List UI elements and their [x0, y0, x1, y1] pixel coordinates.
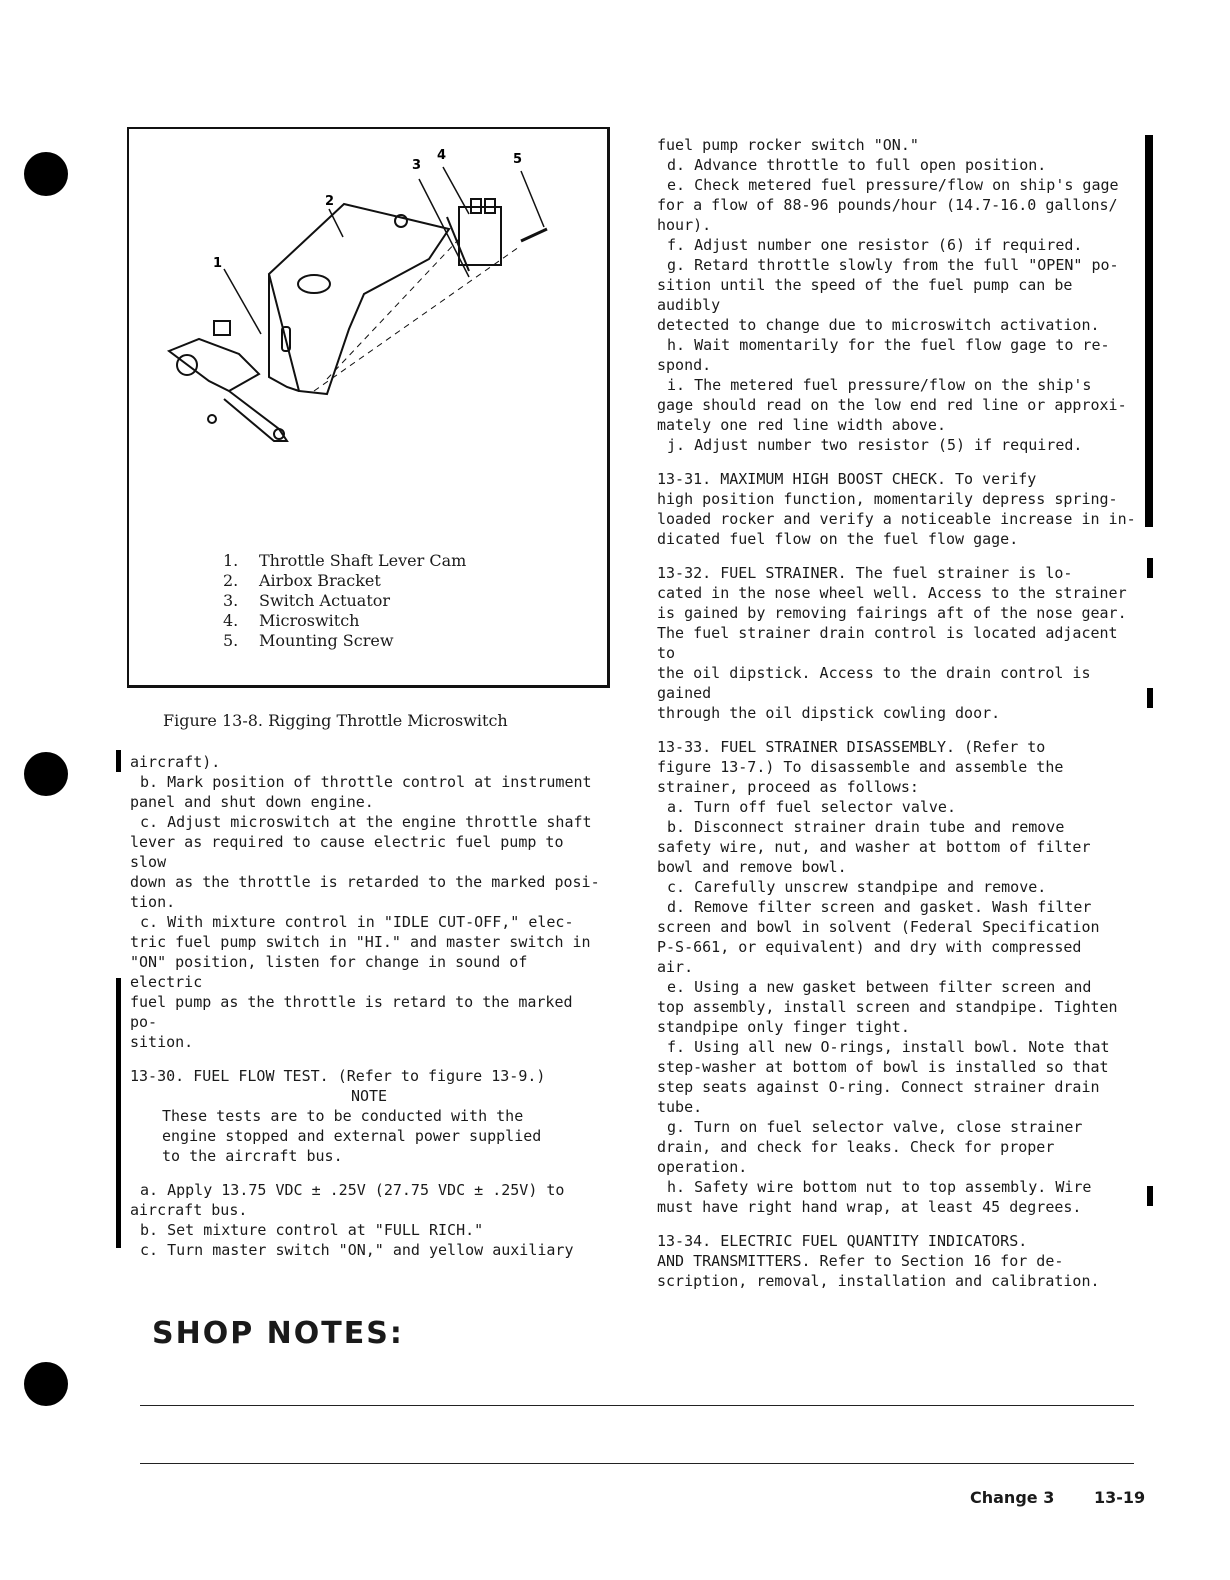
- airbox-bracket-shape: [269, 204, 449, 394]
- text-line: h. Safety wire bottom nut to top assembly. Wire: [667, 1178, 1092, 1196]
- callout-1: 1: [213, 256, 223, 271]
- section-heading-13-32: 13-32. FUEL STRAINER. The fuel strainer is lo-: [657, 564, 1073, 582]
- text-line: aircraft).: [130, 753, 221, 771]
- text-line: c. With mixture control in "IDLE CUT-OFF," elec-: [140, 913, 574, 931]
- footer-change: Change 3: [970, 1488, 1055, 1507]
- text-line: gage should read on the low end red line or approxi-: [657, 396, 1127, 414]
- section-heading-13-30: 13-30. FUEL FLOW TEST. (Refer to figure 13-9.): [130, 1067, 546, 1085]
- legend-item: 1. Throttle Shaft Lever Cam: [223, 551, 467, 570]
- text-line: safety wire, nut, and washer at bottom of filter: [657, 838, 1091, 856]
- legend-item: 3. Switch Actuator: [223, 591, 391, 610]
- text-line: tube.: [657, 1098, 703, 1116]
- text-line: step seats against O-ring. Connect strainer drain: [657, 1078, 1100, 1096]
- text-line: e. Using a new gasket between filter screen and: [667, 978, 1092, 996]
- text-line: tric fuel pump switch in "HI." and master switch in: [130, 933, 591, 951]
- text-line: hour).: [657, 216, 712, 234]
- microswitch-rigging-illustration: [129, 129, 607, 549]
- section-heading-13-34: 13-34. ELECTRIC FUEL QUANTITY INDICATORS.: [657, 1232, 1028, 1250]
- text-line: drain, and check for leaks. Check for proper: [657, 1138, 1055, 1156]
- legend-item: 2. Airbox Bracket: [223, 571, 381, 590]
- text-line: "ON" position, listen for change in sound of electric: [130, 953, 528, 991]
- text-line: must have right hand wrap, at least 45 degrees.: [657, 1198, 1082, 1216]
- binder-hole-bottom: [24, 1362, 68, 1406]
- change-bar: [1145, 135, 1153, 527]
- step-line: c. Turn master switch "ON," and yellow auxiliary: [140, 1241, 574, 1259]
- microswitch-shape: [459, 207, 501, 265]
- text-line: sition.: [130, 1033, 194, 1051]
- text-line: mately one red line width above.: [657, 416, 946, 434]
- step-line: aircraft bus.: [130, 1201, 248, 1219]
- text-line: sition until the speed of the fuel pump can be audibly: [657, 276, 1073, 314]
- text-line: strainer, proceed as follows:: [657, 778, 919, 796]
- text-line: panel and shut down engine.: [130, 793, 374, 811]
- text-line: d. Remove filter screen and gasket. Wash filter: [667, 898, 1092, 916]
- text-line: lever as required to cause electric fuel pump to slow: [130, 833, 564, 871]
- text-line: through the oil dipstick cowling door.: [657, 704, 1001, 722]
- text-line: P-S-661, or equivalent) and dry with compressed: [657, 938, 1082, 956]
- text-line: c. Adjust microswitch at the engine throttle shaft: [140, 813, 592, 831]
- text-line: AND TRANSMITTERS. Refer to Section 16 for de-: [657, 1252, 1064, 1270]
- text-line: i. The metered fuel pressure/flow on the ship's: [667, 376, 1092, 394]
- throttle-lever-cam-shape: [169, 339, 259, 391]
- legend-item: 5. Mounting Screw: [223, 631, 394, 650]
- binder-hole-middle: [24, 752, 68, 796]
- callout-2: 2: [325, 194, 335, 209]
- text-line: for a flow of 88-96 pounds/hour (14.7-16.0 gallons/: [657, 196, 1118, 214]
- legend-item: 4. Microswitch: [223, 611, 360, 630]
- change-bar: [1147, 558, 1153, 578]
- text-line: fuel pump as the throttle is retard to the marked po-: [130, 993, 573, 1031]
- text-line: h. Wait momentarily for the fuel flow gage to re-: [667, 336, 1110, 354]
- text-line: step-washer at bottom of bowl is installed so that: [657, 1058, 1109, 1076]
- text-line: fuel pump rocker switch "ON.": [657, 136, 919, 154]
- text-line: b. Disconnect strainer drain tube and remove: [667, 818, 1065, 836]
- footer-page-number: 13-19: [1094, 1488, 1146, 1507]
- text-line: a. Turn off fuel selector valve.: [667, 798, 956, 816]
- step-line: a. Apply 13.75 VDC ± .25V (27.75 VDC ± .25V) to: [140, 1181, 565, 1199]
- figure-13-8-box: [127, 127, 610, 688]
- text-line: e. Check metered fuel pressure/flow on ship's gage: [667, 176, 1119, 194]
- text-line: loaded rocker and verify a noticeable increase in in-: [657, 510, 1136, 528]
- text-line: j. Adjust number two resistor (5) if required.: [667, 436, 1083, 454]
- text-line: figure 13-7.) To disassemble and assemble the: [657, 758, 1064, 776]
- text-line: f. Adjust number one resistor (6) if required.: [667, 236, 1083, 254]
- note-title: NOTE: [350, 1087, 388, 1105]
- binder-hole-top: [24, 152, 68, 196]
- text-line: down as the throttle is retarded to the marked posi-: [130, 873, 600, 891]
- left-column: [130, 752, 608, 1260]
- text-line: g. Retard throttle slowly from the full "OPEN" po-: [667, 256, 1119, 274]
- text-line: tion.: [130, 893, 176, 911]
- callout-4: 4: [437, 148, 447, 163]
- text-line: operation.: [657, 1158, 748, 1176]
- text-line: cated in the nose wheel well. Access to the strainer: [657, 584, 1127, 602]
- change-bar: [1147, 688, 1153, 708]
- text-line: d. Advance throttle to full open position.: [667, 156, 1047, 174]
- notes-rule: [140, 1405, 1134, 1406]
- text-line: The fuel strainer drain control is located adjacent to: [657, 624, 1118, 662]
- text-line: g. Turn on fuel selector valve, close strainer: [667, 1118, 1083, 1136]
- change-bar: [116, 750, 121, 772]
- step-line: b. Set mixture control at "FULL RICH.": [140, 1221, 484, 1239]
- callout-5: 5: [513, 152, 523, 167]
- text-line: b. Mark position of throttle control at instrument: [140, 773, 592, 791]
- notes-rule: [140, 1463, 1134, 1464]
- figure-legend: [223, 551, 466, 651]
- text-line: dicated fuel flow on the fuel flow gage.: [657, 530, 1019, 548]
- change-bar: [116, 978, 121, 1248]
- text-line: standpipe only finger tight.: [657, 1018, 910, 1036]
- figure-caption: Figure 13-8. Rigging Throttle Microswitch: [163, 711, 508, 730]
- section-heading-13-31: 13-31. MAXIMUM HIGH BOOST CHECK. To verify: [657, 470, 1037, 488]
- change-bar: [1147, 1186, 1153, 1206]
- text-line: c. Carefully unscrew standpipe and remove.: [667, 878, 1047, 896]
- section-heading-13-33: 13-33. FUEL STRAINER DISASSEMBLY. (Refer to: [657, 738, 1046, 756]
- shop-notes-heading: SHOP NOTES:: [152, 1316, 404, 1351]
- text-line: air.: [657, 958, 694, 976]
- text-line: is gained by removing fairings aft of the nose gear.: [657, 604, 1127, 622]
- text-line: f. Using all new O-rings, install bowl. Note that: [667, 1038, 1110, 1056]
- text-line: spond.: [657, 356, 712, 374]
- text-line: bowl and remove bowl.: [657, 858, 847, 876]
- text-line: high position function, momentarily depress spring-: [657, 490, 1118, 508]
- text-line: detected to change due to microswitch activation.: [657, 316, 1100, 334]
- right-column: [657, 135, 1142, 1291]
- text-line: top assembly, install screen and standpipe. Tighten: [657, 998, 1118, 1016]
- callout-3: 3: [412, 158, 422, 173]
- text-line: scription, removal, installation and calibration.: [657, 1272, 1100, 1290]
- text-line: screen and bowl in solvent (Federal Specification: [657, 918, 1100, 936]
- text-line: the oil dipstick. Access to the drain control is gained: [657, 664, 1091, 702]
- note-body: These tests are to be conducted with the engine stopped and external power supplied to the aircraft bus.: [162, 1107, 542, 1165]
